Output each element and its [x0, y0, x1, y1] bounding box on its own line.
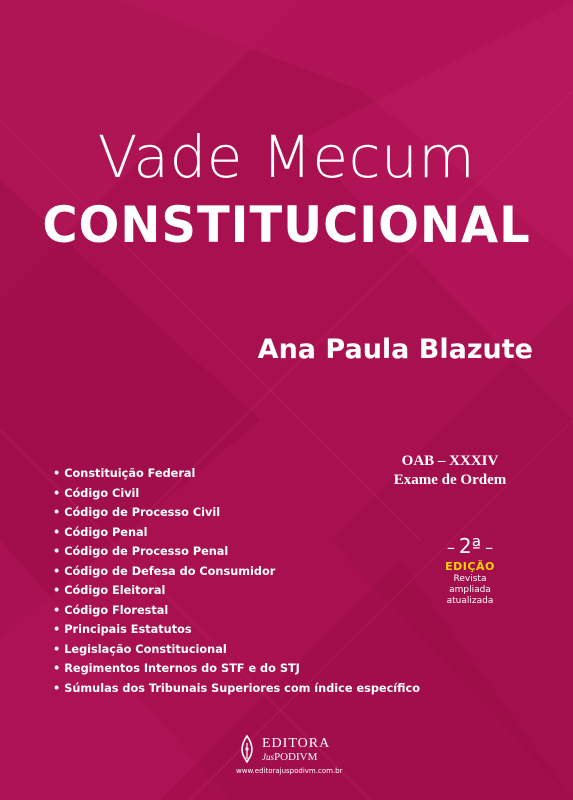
- edition-number: 2ª: [458, 534, 482, 558]
- publisher-url: www.editorajuspodivm.com.br: [236, 767, 343, 775]
- contents-item: • Principais Estatutos: [53, 620, 420, 640]
- publisher-name-line-2: [262, 751, 330, 763]
- publisher-logo-row: [236, 735, 346, 763]
- edition-badge: [420, 535, 520, 607]
- edition-detail-2: ampliada: [449, 585, 491, 595]
- author-name: Ana Paula Blazute: [257, 334, 533, 365]
- publisher-name-prefix: Jus: [262, 751, 274, 762]
- exam-line-1: OAB – XXXIV: [401, 453, 499, 469]
- title-line-2: CONSTITUCIONAL: [42, 196, 531, 254]
- publisher-name-main: PODIVM: [274, 750, 318, 763]
- edition-number-row: [420, 535, 520, 559]
- publisher-logo: [236, 735, 346, 775]
- contents-item: • Código de Processo Penal: [53, 542, 420, 562]
- contents-item: • Legislação Constitucional: [53, 640, 420, 660]
- contents-item: • Código Civil: [53, 484, 420, 504]
- contents-item: • Súmulas dos Tribunais Superiores com índice específico: [53, 679, 420, 699]
- dash-right: –: [485, 538, 494, 557]
- edition-label: EDIÇÃO: [445, 560, 495, 573]
- dash-left: –: [446, 538, 455, 557]
- contents-item: • Código de Defesa do Consumidor: [53, 562, 420, 582]
- edition-detail-3: atualizada: [446, 596, 494, 606]
- pen-nib-icon: [236, 735, 258, 763]
- exam-line-2: Exame de Ordem: [393, 472, 507, 488]
- contents-list: [53, 464, 420, 698]
- contents-item: • Código de Processo Civil: [53, 503, 420, 523]
- publisher-name-line-1: EDITORA: [262, 735, 331, 751]
- contents-item: • Código Florestal: [53, 601, 420, 621]
- contents-item: • Código Eleitoral: [53, 581, 420, 601]
- edition-detail-1: Revista: [453, 574, 487, 584]
- title-line-1: Vade Mecum: [97, 123, 476, 191]
- contents-item: • Código Penal: [53, 523, 420, 543]
- contents-item: • Regimentos Internos do STF e do STJ: [53, 659, 420, 679]
- publisher-name: [262, 736, 330, 763]
- contents-item: • Constituição Federal: [53, 464, 420, 484]
